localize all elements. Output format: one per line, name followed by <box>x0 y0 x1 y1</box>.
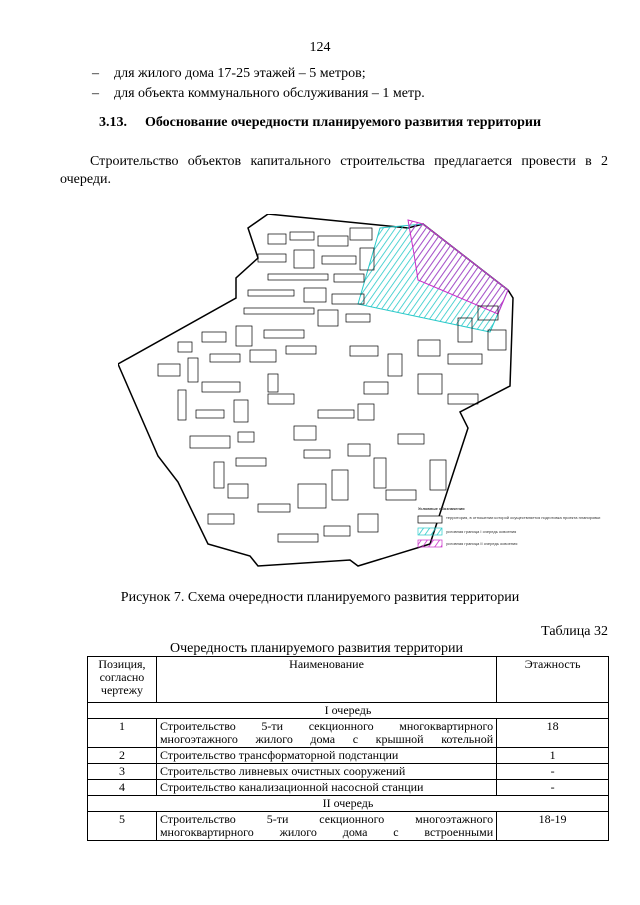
cell-floors: 18-19 <box>497 812 609 841</box>
bullet-item <box>92 66 366 82</box>
page-number: 124 <box>309 40 331 55</box>
table-header-row <box>88 657 609 703</box>
cell-name: Строительство канализационной насосной станции <box>156 780 496 796</box>
table-title: Очередность планируемого развития территории <box>170 641 463 656</box>
stage-2-label: II очередь <box>88 796 609 812</box>
cell-position: 2 <box>88 748 157 764</box>
cell-position: 3 <box>88 764 157 780</box>
cell-name: Строительство ливневых очистных сооружений <box>156 764 496 780</box>
cell-position: 4 <box>88 780 157 796</box>
bullet-text: для жилого дома 17-25 этажей – 5 метров; <box>114 66 366 81</box>
site-plan-figure <box>118 214 612 582</box>
figure-caption: Рисунок 7. Схема очередности планируемого развития территории <box>120 590 520 605</box>
table-row <box>88 719 609 748</box>
cell-floors: 1 <box>497 748 609 764</box>
bullet-item <box>92 86 425 102</box>
cell-floors: 18 <box>497 719 609 748</box>
section-number: 3.13. <box>98 115 127 130</box>
cell-name: Строительство 5-ти секционного многоквартирного многоэтажного жилого дома с крышной котельной <box>156 719 496 748</box>
cell-floors: - <box>497 780 609 796</box>
table-row <box>88 764 609 780</box>
header-name: Наименование <box>156 657 496 703</box>
table-row <box>88 780 609 796</box>
cell-floors: - <box>497 764 609 780</box>
bullet-dash: – <box>92 86 99 101</box>
section-heading <box>0 115 640 131</box>
legend-item-stage-2: условная граница II очередь освоения <box>446 541 518 546</box>
map-legend <box>418 506 600 547</box>
bullet-dash: – <box>92 66 99 81</box>
header-floors: Этажность <box>497 657 609 703</box>
stage-row <box>88 703 609 719</box>
stage-row <box>88 796 609 812</box>
stage-1-label: I очередь <box>88 703 609 719</box>
table-row <box>88 748 609 764</box>
cell-name: Строительство трансформаторной подстанции <box>156 748 496 764</box>
table-number: Таблица 32 <box>541 624 608 639</box>
legend-swatch-territory <box>418 516 442 523</box>
site-plan-map <box>118 214 612 582</box>
header-position: Позиция, согласно чертежу <box>88 657 157 703</box>
section-title: Обоснование очередности планируемого развития территории <box>144 115 542 130</box>
body-paragraph: Строительство объектов капитального строительства предлагается провести в 2 очереди. <box>60 154 608 187</box>
development-stages-table <box>87 656 609 841</box>
legend-item-stage-1: условная граница I очередь освоения <box>446 529 517 534</box>
cell-position: 1 <box>88 719 157 748</box>
cell-name: Строительство 5-ти секционного многоэтажного многоквартирного жилого дома с встроенными <box>156 812 496 841</box>
legend-swatch-stage-1 <box>418 528 442 535</box>
legend-title: Условные обозначения <box>418 506 465 511</box>
cell-position: 5 <box>88 812 157 841</box>
bullet-text: для объекта коммунального обслуживания – 1 метр. <box>114 86 425 101</box>
table-row <box>88 812 609 841</box>
legend-item-territory: территория, в отношении которой осуществляется подготовка проекта планировки <box>446 515 601 520</box>
legend-swatch-stage-2 <box>418 540 442 547</box>
